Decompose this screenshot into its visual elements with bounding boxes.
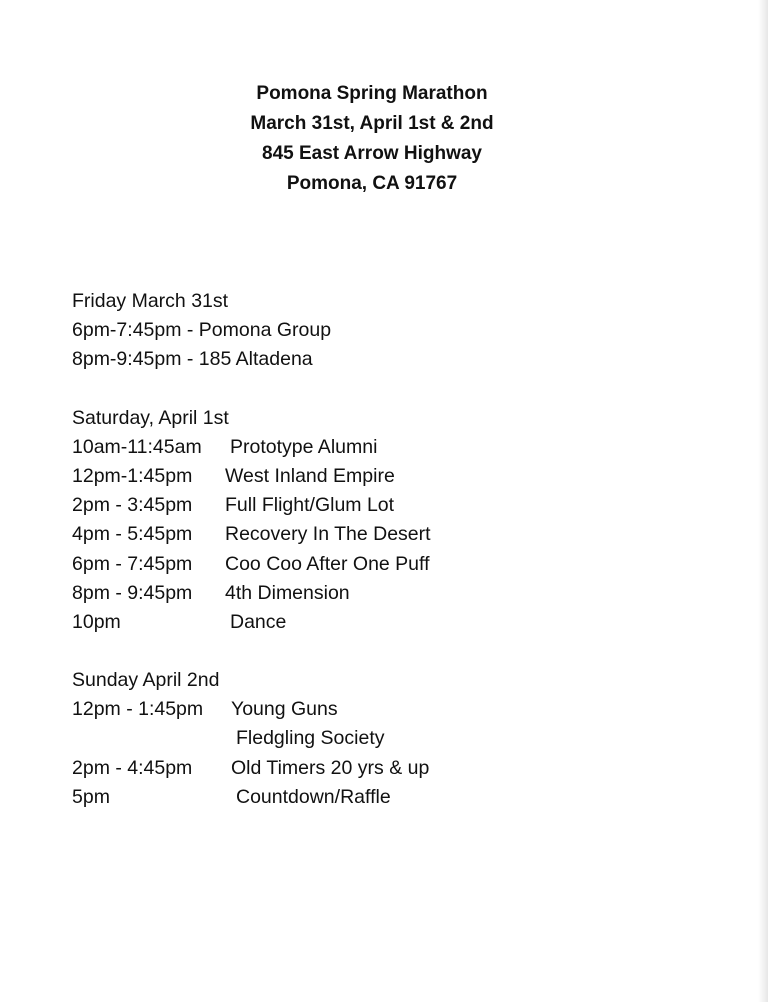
schedule-event: Fledgling Society — [236, 727, 385, 750]
schedule-event: West Inland Empire — [225, 464, 395, 487]
schedule — [72, 287, 732, 812]
schedule-time: 8pm - 9:45pm — [72, 581, 193, 604]
schedule-row — [72, 550, 732, 579]
schedule-row — [72, 462, 732, 491]
event-header — [0, 79, 744, 199]
page-edge-shadow — [758, 0, 768, 1002]
schedule-row — [72, 345, 732, 374]
schedule-row — [72, 316, 732, 345]
schedule-time: 6pm - 7:45pm — [72, 552, 193, 575]
day-heading: Friday March 31st — [72, 290, 229, 312]
schedule-time: 2pm - 3:45pm — [72, 494, 193, 517]
event-address-line2: Pomona, CA 91767 — [286, 173, 458, 194]
schedule-time: 4pm - 5:45pm — [72, 523, 193, 546]
event-dates: March 31st, April 1st & 2nd — [250, 113, 494, 134]
day-heading: Sunday April 2nd — [72, 669, 220, 692]
schedule-event: Countdown/Raffle — [236, 785, 391, 808]
schedule-time: 5pm — [72, 785, 110, 808]
event-address-line1: 845 East Arrow Highway — [262, 143, 482, 164]
schedule-row — [72, 491, 732, 520]
schedule-time: 8pm-9:45pm - 185 Altadena — [72, 348, 313, 371]
schedule-row — [72, 608, 732, 637]
day-heading: Saturday, April 1st — [72, 406, 229, 429]
day-sunday — [72, 666, 732, 812]
event-title: Pomona Spring Marathon — [256, 83, 488, 104]
schedule-time: 2pm - 4:45pm — [72, 756, 193, 779]
schedule-event: Dance — [230, 610, 287, 633]
day-saturday — [72, 404, 732, 638]
schedule-event: Prototype Alumni — [230, 435, 378, 458]
schedule-event: Full Flight/Glum Lot — [225, 494, 395, 517]
schedule-event: Coo Coo After One Puff — [225, 552, 430, 575]
schedule-row — [72, 783, 732, 812]
schedule-time: 10pm — [72, 610, 121, 633]
schedule-time: 12pm-1:45pm — [72, 464, 193, 487]
day-friday — [72, 287, 732, 375]
schedule-time: 6pm-7:45pm - Pomona Group — [72, 319, 332, 342]
schedule-row — [72, 433, 732, 462]
schedule-event: Young Guns — [231, 698, 338, 721]
schedule-row — [72, 579, 732, 608]
schedule-row — [72, 520, 732, 549]
schedule-row — [72, 724, 732, 753]
schedule-time: 12pm - 1:45pm — [72, 698, 204, 721]
schedule-event: Old Timers 20 yrs & up — [231, 756, 430, 779]
schedule-row — [72, 754, 732, 783]
schedule-event: 4th Dimension — [225, 581, 350, 604]
schedule-time: 10am-11:45am — [72, 435, 202, 458]
schedule-row — [72, 695, 732, 724]
schedule-event: Recovery In The Desert — [225, 523, 431, 546]
